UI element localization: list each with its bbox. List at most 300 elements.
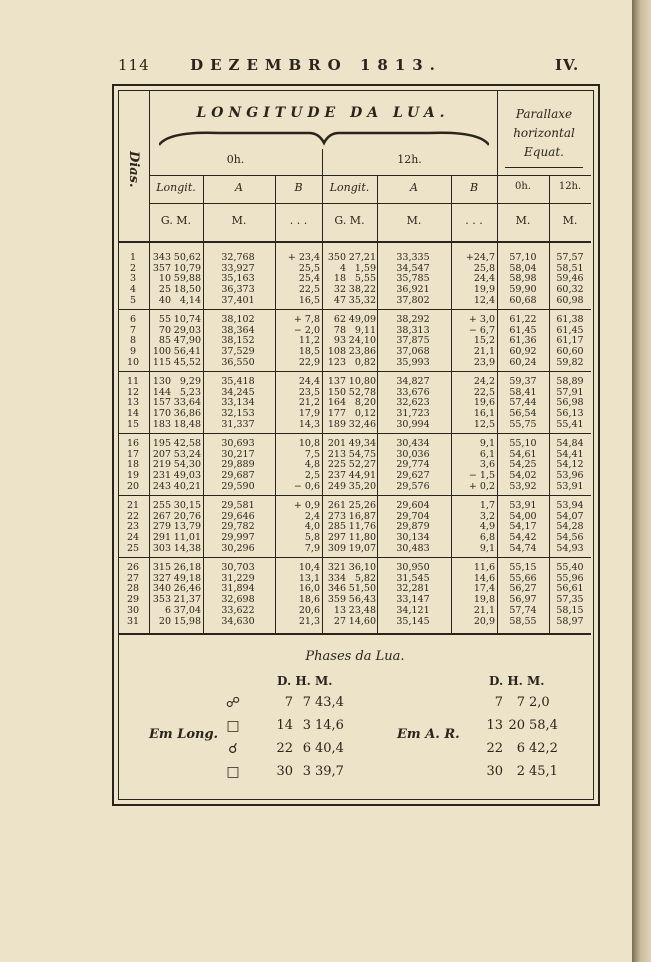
cell-m0: 30,15: [173, 500, 201, 511]
cell-a0: 34,245: [221, 386, 255, 398]
cell-a0: 33,134: [221, 397, 255, 409]
cell-a12: 37,802: [396, 294, 430, 306]
cell-dias: 24: [126, 532, 140, 544]
cell-m0: 49,03: [173, 470, 201, 482]
cell-p12: 60,60: [556, 346, 584, 358]
cell-a12: 30,483: [396, 542, 430, 554]
table-inner: [118, 90, 594, 800]
cell-dias: 21: [126, 500, 140, 511]
col-par-12: 12h.: [558, 181, 582, 192]
cell-m0: 56,41: [173, 346, 201, 358]
cell-b0: 2,4: [304, 510, 320, 522]
cell-b0: 23,5: [298, 386, 320, 398]
cell-g0: 243: [152, 480, 171, 492]
cell-p0: 60,68: [509, 294, 537, 306]
cell-b0: 22,5: [298, 284, 320, 296]
cell-g12: 62: [333, 314, 346, 325]
cell-p0: 60,24: [509, 356, 537, 368]
phase-long-min: 40,4: [315, 741, 344, 756]
cell-a12: 33,676: [396, 386, 430, 398]
cell-m0: 14,38: [173, 542, 201, 554]
cell-b0: 4,8: [304, 459, 320, 471]
cell-g0: 303: [152, 542, 171, 554]
cell-p12: 53,91: [556, 480, 584, 492]
cell-p12: 54,07: [556, 510, 584, 522]
cell-dias: 31: [126, 615, 140, 627]
cell-g12: 4: [339, 262, 346, 274]
cell-b12: 9,1: [479, 542, 495, 554]
cell-a0: 38,102: [221, 314, 255, 325]
cell-m12: 10,80: [348, 376, 376, 387]
cell-a0: 35,418: [221, 376, 255, 387]
cell-a0: 32,698: [221, 594, 255, 606]
cell-p0: 55,75: [509, 418, 537, 430]
cell-b12: 23,9: [473, 356, 495, 368]
cell-p12: 61,17: [556, 335, 584, 347]
cell-p0: 55,66: [509, 572, 537, 584]
cell-m0: 4,14: [179, 294, 201, 306]
cell-p0: 57,44: [509, 397, 537, 409]
col-b-0: B: [294, 181, 303, 194]
cell-b0: 14,3: [298, 418, 320, 430]
cell-p0: 56,97: [509, 594, 537, 606]
cell-a12: 30,134: [396, 532, 430, 544]
cell-b12: 24,2: [473, 376, 495, 387]
cell-dias: 27: [126, 572, 140, 584]
cell-dias: 22: [126, 510, 140, 522]
cell-m0: 53,24: [173, 448, 201, 460]
phase-ar-hour: 6: [516, 741, 525, 756]
cell-b12: 6,1: [479, 448, 495, 460]
cell-g0: 327: [152, 572, 171, 584]
phases-title: Phases da Lua.: [305, 649, 405, 664]
cell-b12: + 0,2: [468, 480, 495, 492]
col-b-12: B: [469, 181, 479, 194]
cell-b0: + 0,9: [293, 500, 320, 511]
cell-dias: 15: [126, 418, 140, 430]
cell-p0: 55,15: [509, 562, 537, 573]
cell-p0: 54,02: [509, 470, 537, 482]
cell-m0: 18,50: [173, 284, 201, 296]
cell-m12: 51,50: [348, 583, 376, 595]
cell-p12: 53,94: [556, 500, 584, 511]
cell-b0: 16,5: [298, 294, 320, 306]
cell-a0: 29,687: [221, 470, 255, 482]
cell-b12: − 6,7: [468, 324, 495, 336]
cell-b12: 11,6: [473, 562, 495, 573]
cell-p12: 58,51: [556, 262, 584, 274]
phase-long-day: 14: [276, 718, 293, 733]
cell-p0: 61,36: [509, 335, 537, 347]
cell-m12: 16,87: [348, 510, 376, 522]
phase-ar-hour: 7: [516, 695, 525, 710]
cell-b0: 21,2: [298, 397, 320, 409]
cell-m12: 25,26: [348, 500, 376, 511]
group-separator: [119, 371, 591, 372]
cell-m12: 49,34: [348, 438, 376, 449]
cell-p0: 54,42: [509, 532, 537, 544]
cell-m12: 38,22: [348, 284, 376, 296]
cell-g0: 100: [152, 346, 171, 358]
cell-p0: 59,90: [509, 284, 537, 296]
cell-a12: 38,292: [396, 314, 430, 325]
cell-m0: 26,46: [173, 583, 201, 595]
cell-p12: 55,40: [556, 562, 584, 573]
cell-a12: 29,774: [396, 459, 430, 471]
cell-dias: 7: [129, 324, 137, 336]
cell-g12: 123: [327, 356, 346, 368]
cell-m0: 15,98: [173, 615, 201, 627]
cell-p12: 54,28: [556, 521, 584, 533]
cell-m0: 26,18: [173, 562, 201, 573]
cell-b12: 4,9: [479, 521, 495, 533]
cell-a0: 32,153: [221, 408, 255, 420]
cell-p12: 56,13: [556, 408, 584, 420]
cell-a0: 29,782: [221, 521, 255, 533]
cell-g0: 291: [152, 532, 171, 544]
cell-b12: 19,6: [473, 397, 495, 409]
cell-p0: 54,00: [509, 510, 537, 522]
cell-p0: 57,10: [509, 252, 537, 263]
cell-m0: 54,30: [173, 459, 201, 471]
cell-p12: 60,32: [556, 284, 584, 296]
em-long-label: Em Long.: [149, 727, 219, 742]
cell-g0: 353: [152, 594, 171, 606]
cell-g12: 225: [327, 459, 346, 471]
cell-b0: 25,4: [298, 273, 320, 285]
col-longit-12: Longit.: [329, 181, 370, 194]
cell-b0: 4,0: [304, 521, 320, 533]
phase-long-hour: 6: [302, 741, 311, 756]
cell-m12: 23,48: [348, 604, 376, 616]
cell-dias: 2: [129, 262, 137, 274]
cell-g12: 309: [327, 542, 346, 554]
cell-a12: 35,145: [396, 615, 430, 627]
cell-g0: 115: [152, 356, 171, 368]
cell-p12: 57,35: [556, 594, 584, 606]
cell-dias: 11: [126, 376, 140, 387]
cell-m12: 52,78: [348, 386, 376, 398]
parallaxe-title: [497, 105, 591, 162]
cell-p12: 61,38: [556, 314, 584, 325]
cell-g0: 195: [152, 438, 171, 449]
cell-b12: 25,8: [473, 262, 495, 274]
cell-m0: 33,64: [173, 397, 201, 409]
cell-b12: 14,6: [473, 572, 495, 584]
cell-m0: 9,29: [179, 376, 201, 387]
cell-g0: 157: [152, 397, 171, 409]
cell-m12: 54,75: [348, 448, 376, 460]
cell-m12: 35,20: [348, 480, 376, 492]
cell-g0: 10: [158, 273, 171, 285]
brace-ornament: [159, 125, 489, 147]
cell-g0: 255: [152, 500, 171, 511]
cell-g12: 249: [327, 480, 346, 492]
unit-m-p12: M.: [562, 214, 578, 227]
cell-m12: 52,27: [348, 459, 376, 471]
cell-p12: 58,97: [556, 615, 584, 627]
cell-a0: 36,550: [221, 356, 255, 368]
cell-p0: 61,22: [509, 314, 537, 325]
cell-m12: 0,82: [354, 356, 376, 368]
cell-m12: 5,55: [354, 273, 376, 285]
cell-g0: 144: [152, 386, 171, 398]
phase-ar-day: 30: [486, 764, 503, 779]
col-par-0: 0h.: [515, 181, 531, 192]
phase-long-day: 7: [284, 695, 293, 710]
cell-a12: 32,623: [396, 397, 430, 409]
cell-dias: 26: [126, 562, 140, 573]
cell-b12: 20,9: [473, 615, 495, 627]
cell-m0: 45,52: [173, 356, 201, 368]
longitude-title: LONGITUDE DA LUA.: [196, 105, 450, 121]
phase-long-hour: 7: [302, 695, 311, 710]
cell-p12: 58,15: [556, 604, 584, 616]
cell-a0: 33,622: [221, 604, 255, 616]
cell-p12: 54,12: [556, 459, 584, 471]
cell-b12: 17,4: [473, 583, 495, 595]
cell-b12: 19,8: [473, 594, 495, 606]
cell-a12: 35,993: [396, 356, 430, 368]
cell-m12: 23,86: [348, 346, 376, 358]
cell-p0: 54,25: [509, 459, 537, 471]
cell-g0: 170: [152, 408, 171, 420]
phase-symbol: □: [226, 764, 240, 780]
cell-b0: 25,5: [298, 262, 320, 274]
phase-symbol: □: [226, 718, 240, 734]
phase-ar-min: 2,0: [529, 695, 550, 710]
cell-b12: − 1,5: [468, 470, 495, 482]
cell-a0: 31,337: [221, 418, 255, 430]
cell-b0: 13,1: [298, 572, 320, 584]
cell-b0: − 2,0: [293, 324, 320, 336]
unit-gm-0: G. M.: [160, 214, 192, 227]
cell-a12: 36,921: [396, 284, 430, 296]
cell-g12: 237: [327, 470, 346, 482]
cell-p0: 54,74: [509, 542, 537, 554]
cell-g0: 25: [158, 284, 171, 296]
page-number: 114: [118, 56, 150, 74]
cell-p0: 59,37: [509, 376, 537, 387]
cell-a12: 38,313: [396, 324, 430, 336]
cell-m0: 13,79: [173, 521, 201, 533]
cell-g12: 359: [327, 594, 346, 606]
cell-a12: 33,147: [396, 594, 430, 606]
cell-b0: 22,9: [298, 356, 320, 368]
cell-p0: 57,74: [509, 604, 537, 616]
cell-a12: 29,704: [396, 510, 430, 522]
phase-ar-min: 58,4: [529, 718, 558, 733]
cell-a12: 33,335: [396, 252, 430, 263]
cell-m0: 5,23: [179, 386, 201, 398]
dias-label: Dias.: [126, 151, 141, 188]
phase-ar-min: 42,2: [529, 741, 558, 756]
cell-a0: 38,152: [221, 335, 255, 347]
parallaxe-line-2: horizontal: [513, 126, 575, 140]
cell-p12: 53,96: [556, 470, 584, 482]
cell-m12: 5,82: [354, 572, 376, 584]
cell-p0: 53,92: [509, 480, 537, 492]
cell-g0: 55: [158, 314, 171, 325]
phase-long-day: 30: [276, 764, 293, 779]
cell-a12: 30,036: [396, 448, 430, 460]
cell-p0: 56,54: [509, 408, 537, 420]
cell-a0: 31,229: [221, 572, 255, 584]
cell-p12: 59,46: [556, 273, 584, 285]
cell-dias: 17: [126, 448, 140, 460]
cell-p12: 54,93: [556, 542, 584, 554]
cell-g12: 350: [327, 252, 346, 263]
cell-dias: 19: [126, 470, 140, 482]
cell-a0: 29,646: [221, 510, 255, 522]
cell-g12: 189: [327, 418, 346, 430]
cell-a12: 34,827: [396, 376, 430, 387]
cell-m0: 47,90: [173, 335, 201, 347]
cell-b0: 10,8: [298, 438, 320, 449]
unit-m-p0: M.: [515, 214, 531, 227]
cell-a0: 37,529: [221, 346, 255, 358]
cell-g12: 93: [333, 335, 346, 347]
cell-g0: 183: [152, 418, 171, 430]
cell-p0: 56,27: [509, 583, 537, 595]
cell-g12: 32: [333, 284, 346, 296]
cell-dias: 20: [126, 480, 140, 492]
cell-g12: 47: [333, 294, 346, 306]
cell-a12: 29,627: [396, 470, 430, 482]
cell-m12: 11,76: [348, 521, 376, 533]
cell-a0: 34,630: [221, 615, 255, 627]
cell-m0: 18,48: [173, 418, 201, 430]
cell-m12: 49,09: [348, 314, 376, 325]
cell-a12: 30,434: [396, 438, 430, 449]
cell-b12: 3,6: [479, 459, 495, 471]
cell-p0: 53,91: [509, 500, 537, 511]
cell-m0: 40,21: [173, 480, 201, 492]
cell-b12: 12,5: [473, 418, 495, 430]
unit-m-a0: M.: [231, 214, 247, 227]
page-title: DEZEMBRO 1813.: [190, 56, 442, 74]
cell-p0: 58,98: [509, 273, 537, 285]
cell-b0: 10,4: [298, 562, 320, 573]
cell-a0: 29,997: [221, 532, 255, 544]
cell-a12: 37,875: [396, 335, 430, 347]
cell-dias: 25: [126, 542, 140, 554]
cell-p12: 54,84: [556, 438, 584, 449]
cell-p0: 54,17: [509, 521, 537, 533]
phase-long-hour: 3: [302, 718, 311, 733]
cell-dias: 6: [129, 314, 137, 325]
phase-long-min: 43,4: [315, 695, 344, 710]
cell-m0: 37,04: [173, 604, 201, 616]
phase-ar-min: 45,1: [529, 764, 558, 779]
unit-m-a12: M.: [406, 214, 422, 227]
cell-m12: 11,80: [348, 532, 376, 544]
unit-dots-b0: . . .: [289, 214, 308, 227]
cell-b0: 11,2: [298, 335, 320, 347]
cell-g0: 267: [152, 510, 171, 522]
cell-a12: 32,281: [396, 583, 430, 595]
cell-a12: 31,545: [396, 572, 430, 584]
group-separator: [119, 433, 591, 434]
cell-g0: 279: [152, 521, 171, 533]
phase-ar-day: 22: [486, 741, 503, 756]
cell-b12: 1,7: [479, 500, 495, 511]
section-number: IV.: [555, 56, 580, 74]
cell-m12: 56,43: [348, 594, 376, 606]
cell-m12: 24,10: [348, 335, 376, 347]
cell-b12: 16,1: [473, 408, 495, 420]
cell-a0: 29,590: [221, 480, 255, 492]
cell-m0: 59,88: [173, 273, 201, 285]
cell-g0: 231: [152, 470, 171, 482]
cell-p12: 59,82: [556, 356, 584, 368]
cell-p12: 57,91: [556, 386, 584, 398]
cell-p12: 54,41: [556, 448, 584, 460]
cell-a12: 37,068: [396, 346, 430, 358]
phase-ar-day: 7: [494, 695, 503, 710]
cell-g12: 321: [327, 562, 346, 573]
cell-b12: 22,5: [473, 386, 495, 398]
col-a-12: A: [410, 181, 418, 194]
cell-g12: 346: [327, 583, 346, 595]
phase-ar-hour: 2: [516, 764, 525, 779]
cell-p0: 61,45: [509, 324, 537, 336]
col-longit-0: Longit.: [156, 181, 196, 194]
cell-b12: 6,8: [479, 532, 495, 544]
cell-a12: 29,879: [396, 521, 430, 533]
unit-gm-12: G. M.: [334, 214, 365, 227]
cell-g12: 285: [327, 521, 346, 533]
cell-g12: 137: [327, 376, 346, 387]
cell-m12: 9,11: [354, 324, 376, 336]
cell-g0: 20: [158, 615, 171, 627]
cell-b12: 24,4: [473, 273, 495, 285]
cell-g0: 343: [152, 252, 171, 263]
cell-b0: 18,6: [298, 594, 320, 606]
cell-b0: 16,0: [298, 583, 320, 595]
cell-p12: 56,61: [556, 583, 584, 595]
cell-m12: 1,59: [354, 262, 376, 274]
cell-b12: + 3,0: [468, 314, 495, 325]
col-a-0: A: [235, 181, 243, 194]
phases-dhm-long: D. H. M.: [277, 674, 333, 688]
cell-g0: 357: [152, 262, 171, 274]
cell-p0: 60,92: [509, 346, 537, 358]
cell-m0: 50,62: [173, 252, 201, 263]
cell-g12: 201: [327, 438, 346, 449]
cell-b12: 3,2: [479, 510, 495, 522]
cell-g12: 18: [333, 273, 346, 285]
phase-long-min: 39,7: [315, 764, 344, 779]
cell-m0: 10,74: [173, 314, 201, 325]
cell-m12: 35,32: [348, 294, 376, 306]
cell-b0: + 23,4: [287, 252, 320, 263]
phase-long-hour: 3: [302, 764, 311, 779]
ephemeris-table: [112, 84, 600, 806]
cell-a12: 35,785: [396, 273, 430, 285]
cell-dias: 10: [126, 356, 140, 368]
cell-m12: 32,46: [348, 418, 376, 430]
cell-dias: 16: [126, 438, 140, 449]
cell-a12: 34,121: [396, 604, 430, 616]
cell-m12: 36,10: [348, 562, 376, 573]
cell-dias: 13: [126, 397, 140, 409]
cell-m0: 49,18: [173, 572, 201, 584]
cell-dias: 18: [126, 459, 140, 471]
cell-p0: 54,61: [509, 448, 537, 460]
cell-dias: 1: [129, 252, 137, 263]
cell-p12: 58,89: [556, 376, 584, 387]
